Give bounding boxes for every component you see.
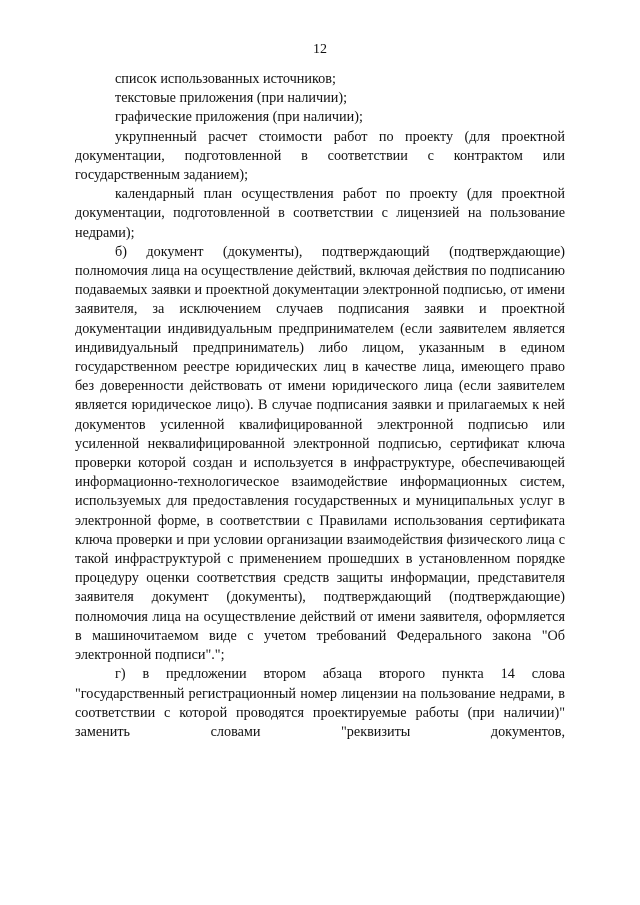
paragraph-sources-list: список использованных источников;: [115, 71, 336, 87]
paragraph-cost-estimate: укрупненный расчет стоимости работ по проекту (для проектной документации, подготовленной в соответствии с контрактом или государственным заданием);: [75, 128, 565, 184]
page-number: 12: [313, 42, 327, 57]
paragraph-item-b: б) документ (документы), подтверждающий (подтверждающие) полномочия лица на осуществление действий, включая действия по подписанию подаваемых заявки и проектной документации электронной подписью, от имени заявителя, за исключением случаев подписания заявки и проектной документации индивидуальным предпринимателем (если заявителем является индивидуальный предприниматель) либо лицом, указанным в едином государственном реестре юридических лиц в качестве лица, имеющего право без доверенности действовать от имени юридического лица (если заявителем является юридическое лицо). В случае подписания заявки и прилагаемых к ней документов усиленной квалифицированной электронной подписью или усиленной неквалифицированной электронной подписью, сертификат ключа проверки которой создан и используется в инфраструктуре, обеспечивающей информационно-технологическое взаимодействие информационных систем, используемых для предоставления государственных и муниципальных услуг в электронной форме, в соответствии с Правилами использования сертификата ключа проверки и при условии организации взаимодействия физического лица с такой инфраструктурой с применением прошедших в установленном порядке процедуру оценки соответствия средств защиты информации, представителя заявителя документ (документы), подтверждающий (подтверждающие) полномочия лица на осуществление действий от имени заявителя, оформляется в машиночитаемом виде с учетом требований Федерального закона "Об электронной подписи".";: [75, 243, 565, 664]
paragraph-graphic-appendices: графические приложения (при наличии);: [115, 109, 363, 126]
document-body: [75, 70, 565, 742]
paragraph-work-schedule: календарный план осуществления работ по проекту (для проектной документации, подготовленной в соответствии с лицензией на пользование недрами);: [75, 186, 565, 241]
paragraph-text-appendices: текстовые приложения (при наличии);: [115, 90, 348, 107]
paragraph-item-g: г) в предложении втором абзаца второго пункта 14 слова "государственный регистрационный номер лицензии на пользование недрами, в соответствии с которой проводятся проектируемые работы (при наличии)" заменить словами "реквизиты документов,: [75, 666, 565, 740]
